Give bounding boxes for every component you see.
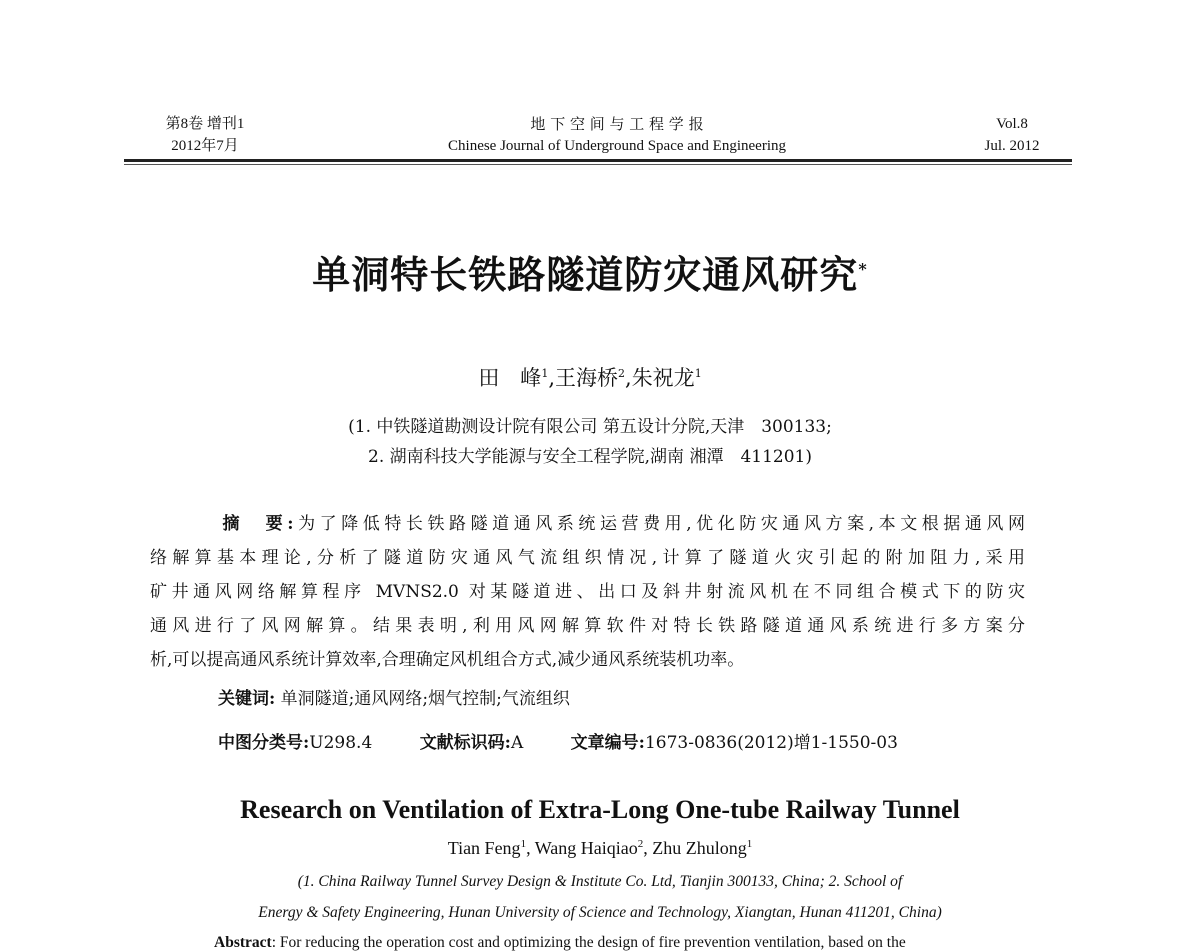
abstract-cn-line <box>150 507 1025 541</box>
doc-code-label: 文献标识码: <box>419 733 511 753</box>
author-name: 朱祝龙 <box>631 366 695 390</box>
paper-title-en: Research on Ventilation of Extra-Long One-tube Railway Tunnel <box>240 795 960 824</box>
affiliation-en-2: Energy & Safety Engineering, Hunan University of Science and Technology, Xiangtan, Hunan 411201, China) <box>258 904 942 921</box>
article-no-label: 文章编号: <box>570 733 645 753</box>
affiliation-cn-1: (1. 中铁隧道勘测设计院有限公司 第五设计分院,天津 300133; <box>348 417 832 437</box>
authors-en: Tian Feng$^1$, Wang Haiqiao$^2$, Zhu Zhulong$^1$ <box>447 838 753 858</box>
author-name: Wang Haiqiao <box>534 838 638 858</box>
journal-name <box>380 113 854 157</box>
abstract-cn-label: 摘 要: <box>218 514 294 534</box>
doc-code-value: A <box>510 733 524 753</box>
abstract-en <box>214 934 906 952</box>
date-cn: 2012年7月 <box>171 138 239 154</box>
author-affil-mark: 1 <box>746 838 753 850</box>
abstract-cn-line: 络解算基本理论,分析了隧道防灾通风气流组织情况,计算了隧道火灾引起的附加阻力,采用 <box>150 548 1025 568</box>
author-name: Tian Feng <box>447 838 521 858</box>
affiliation-cn-2: 2. 湖南科技大学能源与安全工程学院,湖南 湘潭 411201) <box>368 447 812 467</box>
authors-cn: 田 峰$^1$,王海桥$^2$,朱祝龙$^1$ <box>478 366 702 390</box>
abstract-en-text: : For reducing the operation cost and optimizing the design of fire prevention ventilation, based on the <box>271 934 906 951</box>
abstract-cn-line: 通风进行了风网解算。结果表明,利用风网解算软件对特长铁路隧道通风系统进行多方案分 <box>150 616 1025 636</box>
header-rule <box>124 159 1072 162</box>
abstract-cn-text: 为了降低特长铁路隧道通风系统运营费用,优化防灾通风方案,本文根据通风网 <box>293 514 1025 534</box>
volume-cn: 第8卷 增刊1 <box>165 116 245 132</box>
paper-title-cn <box>0 244 1180 299</box>
keywords-label: 关键词: <box>218 689 276 709</box>
author-affil-mark: 1 <box>520 838 527 850</box>
keywords-text: 单洞隧道;通风网络;烟气控制;气流组织 <box>275 689 570 709</box>
journal-name-en: Chinese Journal of Underground Space and Engineering <box>448 138 786 154</box>
author-name: 田 峰 <box>478 366 542 390</box>
affiliation-en-1: (1. China Railway Tunnel Survey Design & Institute Co. Ltd, Tianjin 300133, China; 2. School of <box>297 873 903 890</box>
volume-issue-en <box>962 113 1062 157</box>
abstract-cn-line: 矿井通风网络解算程序 MVNS2.0 对某隧道进、出口及斜井射流风机在不同组合模式下的防灾 <box>150 582 1025 602</box>
header-rule-thin <box>124 164 1072 165</box>
keywords-cn <box>218 684 570 709</box>
article-no-value: 1673-0836(2012)增1-1550-03 <box>644 733 898 753</box>
author-affil-mark: 2 <box>637 838 644 850</box>
author-affil-mark: 1 <box>694 367 702 380</box>
classification-line <box>218 728 940 753</box>
clc-value: U298.4 <box>309 733 373 753</box>
abstract-en-label: Abstract <box>214 934 272 951</box>
title-footnote-mark: * <box>858 259 868 279</box>
author-name: 王海桥 <box>555 366 618 390</box>
author-name: Zhu Zhulong <box>652 838 747 858</box>
volume-en: Vol.8 <box>996 116 1028 132</box>
author-affil-mark: 1 <box>541 367 549 380</box>
abstract-cn-line: 析,可以提高通风系统计算效率,合理确定风机组合方式,减少通风系统装机功率。 <box>150 650 745 670</box>
author-affil-mark: 2 <box>618 367 625 380</box>
volume-issue-cn <box>140 113 270 157</box>
title-text: 单洞特长铁路隧道防灾通风研究 <box>312 252 859 297</box>
clc-label: 中图分类号: <box>218 733 310 753</box>
journal-name-cn: 地 下 空 间 与 工 程 学 报 <box>530 115 704 133</box>
date-en: Jul. 2012 <box>984 138 1040 154</box>
